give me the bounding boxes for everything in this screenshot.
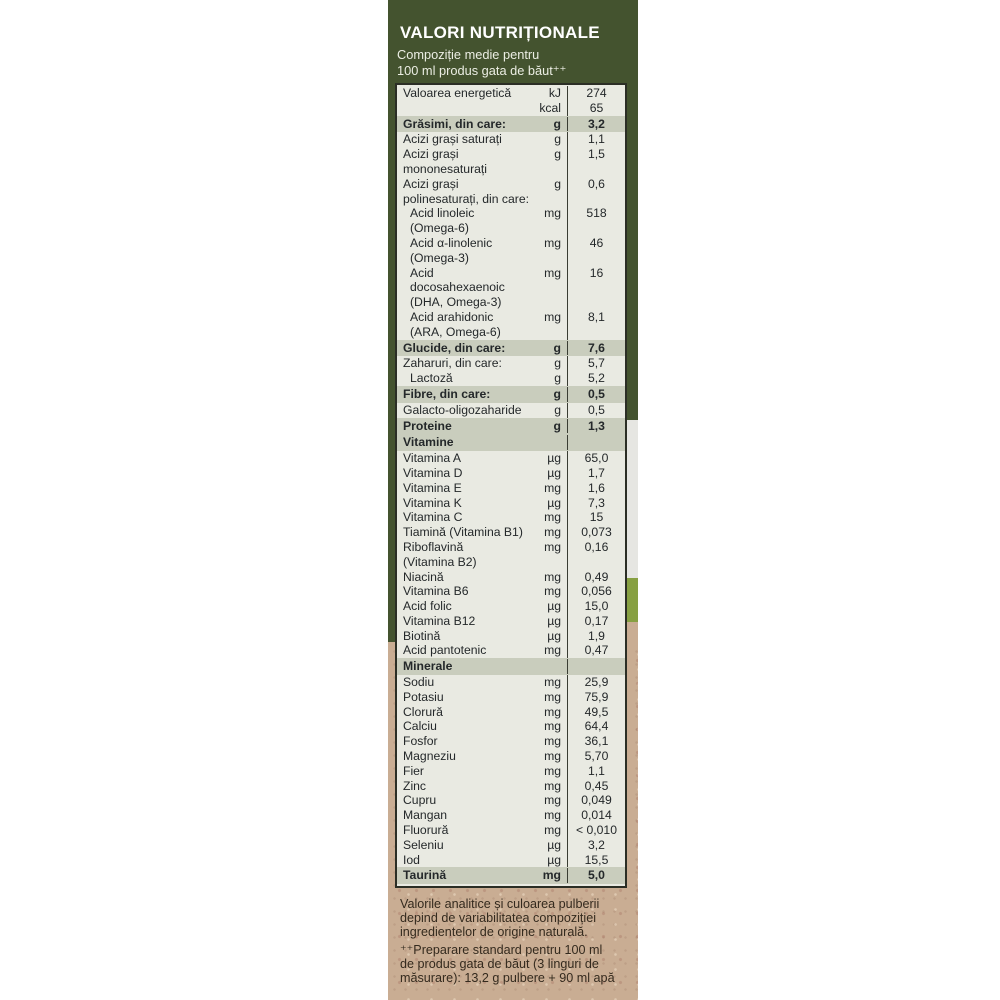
table-row [397, 867, 625, 884]
table-row [397, 403, 625, 418]
row-unit: mg [544, 206, 561, 221]
row-label: Zinc [403, 778, 427, 793]
table-row [397, 853, 625, 868]
row-value: 0,5 [567, 387, 625, 402]
row-label: Cupru [403, 793, 437, 808]
table-row [397, 147, 625, 177]
subtitle-line-2: 100 ml produs gata de băut⁺⁺ [397, 62, 567, 78]
row-value [567, 659, 625, 674]
row-label: Fier [403, 763, 424, 778]
row-unit: mg [544, 734, 561, 749]
table-row [397, 116, 625, 133]
row-unit [533, 435, 567, 450]
row-unit: g [553, 418, 561, 433]
row-value: < 0,010 [567, 823, 625, 838]
row-label: Vitamina A [403, 451, 462, 466]
row-unit: µg [547, 613, 561, 628]
row-unit: mg [542, 868, 561, 883]
nutrition-subtitle [397, 47, 633, 78]
footnote-line: măsurare): 13,2 g pulbere + 90 ml apă [400, 971, 615, 986]
row-value: 0,6 [567, 177, 625, 207]
row-unit: mg [544, 749, 561, 764]
row-value: 1,7 [567, 466, 625, 481]
row-unit: µg [547, 837, 561, 852]
row-label: Zaharuri, din care: [403, 356, 502, 371]
footnote-line: ingredientelor de origine naturală. [400, 925, 588, 940]
row-value: 5,70 [567, 749, 625, 764]
table-row [397, 496, 625, 511]
table-row [397, 838, 625, 853]
row-unit: mg [544, 309, 561, 324]
row-value: 15,0 [567, 599, 625, 614]
table-row [397, 540, 625, 570]
package-edge-kraft [627, 622, 638, 644]
row-value: 0,45 [567, 779, 625, 794]
row-unit: g [553, 116, 561, 131]
footnote-preparation [400, 943, 634, 986]
row-value: 3,2 [567, 117, 625, 132]
row-label: Acizi grași saturați [403, 132, 502, 147]
row-value: 5,7 [567, 356, 625, 371]
row-unit: mg [544, 719, 561, 734]
row-label: Fibre, din care: [403, 386, 491, 401]
row-unit: g [554, 371, 561, 386]
table-row [397, 584, 625, 599]
table-row [397, 779, 625, 794]
row-label: Niacină [403, 569, 444, 584]
footnote-line: ⁺⁺Preparare standard pentru 100 ml [400, 943, 603, 957]
row-unit: g [554, 176, 561, 191]
row-label: Biotină [403, 628, 441, 643]
row-label: Proteine [403, 418, 452, 433]
table-row [397, 764, 625, 779]
row-label: Mangan [403, 808, 448, 823]
package-edge-green-accent [627, 578, 638, 622]
row-label: Acid docosahexaenoic (DHA, Omega-3) [410, 265, 505, 310]
row-label: Lactoză [410, 371, 453, 386]
row-value: 65 [567, 101, 625, 116]
table-row [397, 386, 625, 403]
row-value: 1,3 [567, 419, 625, 434]
row-unit: mg [544, 793, 561, 808]
table-row [397, 705, 625, 720]
row-unit: g [554, 132, 561, 147]
table-row [397, 356, 625, 371]
table-section-row [397, 658, 625, 675]
row-label: Fluorură [403, 823, 449, 838]
row-label: Clorură [403, 704, 443, 719]
row-label: Valoarea energetică [403, 86, 512, 100]
table-row [397, 310, 625, 340]
row-label: Vitamina E [403, 480, 462, 495]
row-unit: g [554, 356, 561, 371]
row-label: Acid pantotenic [403, 643, 487, 658]
row-unit: kJ [548, 86, 561, 100]
row-value: 0,5 [567, 403, 625, 418]
row-unit: mg [544, 569, 561, 584]
row-value: 3,2 [567, 838, 625, 853]
row-label: Sodiu [403, 675, 435, 690]
row-label: Glucide, din care: [403, 340, 506, 355]
row-value: 5,0 [567, 868, 625, 883]
row-value: 1,5 [567, 147, 625, 177]
row-value [567, 435, 625, 450]
table-row [397, 418, 625, 435]
table-row [397, 734, 625, 749]
table-row [397, 340, 625, 357]
row-label: Vitamina K [403, 495, 462, 510]
row-label: Calciu [403, 719, 437, 734]
row-value: 5,2 [567, 371, 625, 386]
table-row [397, 570, 625, 585]
row-label: Vitamine [403, 435, 454, 450]
row-unit: g [553, 386, 561, 401]
row-unit: mg [544, 525, 561, 540]
table-row [397, 808, 625, 823]
row-value: 64,4 [567, 719, 625, 734]
row-label: Minerale [403, 659, 453, 674]
row-unit: µg [547, 599, 561, 614]
row-value: 0,014 [567, 808, 625, 823]
row-unit: kcal [539, 100, 561, 115]
row-unit: mg [544, 689, 561, 704]
row-label: Tiamină (Vitamina B1) [403, 525, 523, 540]
table-row [397, 371, 625, 386]
subtitle-line-1: Compoziție medie pentru [397, 47, 540, 62]
row-value: 49,5 [567, 705, 625, 720]
row-value: 15,5 [567, 853, 625, 868]
row-value: 0,073 [567, 525, 625, 540]
row-unit: mg [544, 808, 561, 823]
table-row [397, 614, 625, 629]
row-value: 46 [567, 236, 625, 266]
row-value: 1,6 [567, 481, 625, 496]
row-label: Grăsimi, din care: [403, 116, 506, 131]
row-value: 15 [567, 510, 625, 525]
row-label: Potasiu [403, 689, 444, 704]
row-value: 0,49 [567, 570, 625, 585]
row-value: 75,9 [567, 690, 625, 705]
row-value: 25,9 [567, 675, 625, 690]
row-unit: mg [544, 584, 561, 599]
footnote-line: de produs gata de băut (3 linguri de [400, 957, 599, 972]
table-row [397, 132, 625, 147]
row-unit: g [553, 340, 561, 355]
row-unit: mg [544, 763, 561, 778]
row-label: Taurină [403, 868, 447, 883]
table-row [397, 510, 625, 525]
row-unit [533, 659, 567, 674]
package-edge-highlight [627, 420, 638, 578]
row-unit: mg [544, 675, 561, 690]
row-value: 1,1 [567, 132, 625, 147]
row-label: Vitamina D [403, 465, 463, 480]
row-unit: mg [544, 704, 561, 719]
row-unit: µg [547, 628, 561, 643]
footnote-variability [400, 897, 634, 940]
nutrition-rows [397, 86, 625, 884]
table-row [397, 749, 625, 764]
row-value: 274 [567, 86, 625, 101]
table-row [397, 206, 625, 236]
table-row [397, 599, 625, 614]
row-value: 518 [567, 206, 625, 236]
row-value: 0,056 [567, 584, 625, 599]
row-value: 7,6 [567, 341, 625, 356]
table-row [397, 481, 625, 496]
row-label: Magneziu [403, 749, 456, 764]
row-unit: mg [544, 778, 561, 793]
table-row [397, 675, 625, 690]
row-value: 0,17 [567, 614, 625, 629]
row-label: Galacto-oligozaharide [403, 402, 522, 417]
table-row [397, 643, 625, 658]
row-label: Acid folic [403, 599, 452, 614]
table-row [397, 629, 625, 644]
row-label: Fosfor [403, 734, 438, 749]
row-unit: mg [544, 823, 561, 838]
row-unit: µg [547, 451, 561, 466]
row-label: Acizi grași mononesaturați [403, 147, 488, 176]
nutrition-table [395, 83, 627, 888]
row-value: 0,16 [567, 540, 625, 570]
row-value: 65,0 [567, 451, 625, 466]
row-value: 8,1 [567, 310, 625, 340]
row-unit: mg [544, 643, 561, 658]
footnote-line: Valorile analitice și culoarea pulberii [400, 897, 600, 911]
row-value: 7,3 [567, 496, 625, 511]
table-row [397, 266, 625, 310]
row-value: 0,049 [567, 793, 625, 808]
table-row [397, 719, 625, 734]
row-label: Iod [403, 852, 420, 867]
row-label: Vitamina C [403, 510, 463, 525]
table-row [397, 525, 625, 540]
table-row [397, 177, 625, 207]
row-label: Acid arahidonic (ARA, Omega-6) [410, 309, 501, 339]
row-value: 16 [567, 266, 625, 310]
package-side-panel [388, 0, 638, 1000]
nutrition-title: VALORI NUTRIȚIONALE [400, 23, 600, 42]
row-label: Acizi grași polinesaturați, din care: [403, 176, 530, 206]
row-value: 0,47 [567, 643, 625, 658]
table-row [397, 451, 625, 466]
row-value: 1,1 [567, 764, 625, 779]
row-unit: mg [544, 265, 561, 280]
row-label: Vitamina B12 [403, 613, 476, 628]
table-row [397, 101, 625, 116]
table-row [397, 690, 625, 705]
row-unit: µg [547, 495, 561, 510]
row-label: Acid α-linolenic (Omega-3) [410, 235, 493, 265]
table-row [397, 823, 625, 838]
row-value: 36,1 [567, 734, 625, 749]
table-section-row [397, 434, 625, 451]
row-unit: mg [544, 510, 561, 525]
row-label [397, 101, 533, 116]
row-unit: mg [544, 539, 561, 554]
table-row [397, 86, 625, 101]
row-unit: µg [547, 852, 561, 867]
row-unit: g [554, 147, 561, 162]
table-row [397, 466, 625, 481]
row-label: Vitamina B6 [403, 584, 469, 599]
row-value: 1,9 [567, 629, 625, 644]
table-row [397, 236, 625, 266]
row-label: Riboflavină (Vitamina B2) [403, 539, 477, 569]
footnote-line: depind de variabilitatea compoziției [400, 911, 597, 926]
table-row [397, 793, 625, 808]
row-unit: mg [544, 480, 561, 495]
row-unit: µg [547, 465, 561, 480]
row-label: Acid linoleic (Omega-6) [410, 206, 475, 236]
row-unit: g [554, 402, 561, 417]
row-unit: mg [544, 235, 561, 250]
row-label: Seleniu [403, 837, 444, 852]
